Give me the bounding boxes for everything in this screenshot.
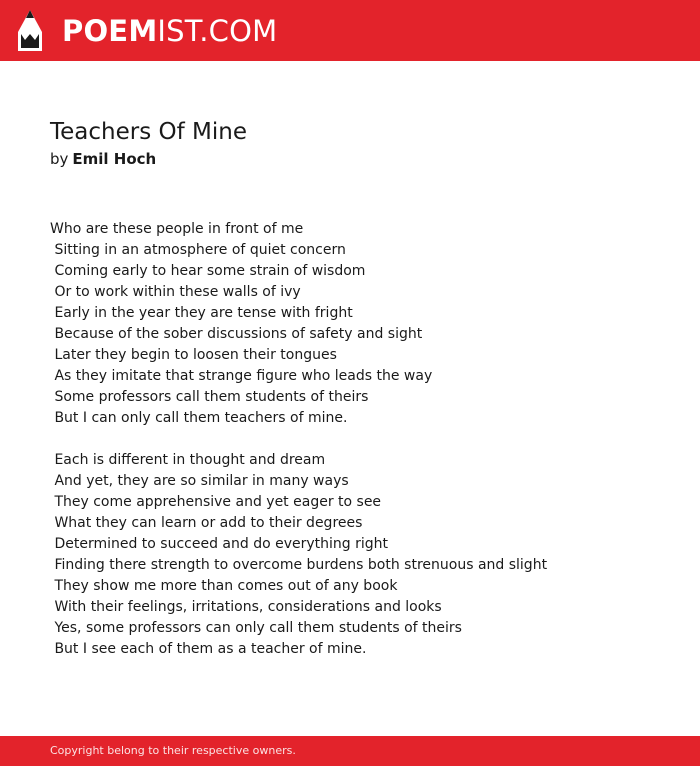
poem-title: Teachers Of Mine — [50, 119, 247, 145]
poem-line: Later they begin to loosen their tongues — [50, 347, 337, 363]
poem-line: Who are these people in front of me — [50, 221, 304, 237]
poem-line: But I see each of them as a teacher of mine. — [50, 641, 367, 657]
poem-line: Yes, some professors can only call them students of theirs — [50, 620, 462, 636]
poem-line: With their feelings, irritations, considerations and looks — [50, 599, 442, 615]
poem-line: As they imitate that strange figure who leads the way — [50, 368, 433, 384]
poem-line: What they can learn or add to their degrees — [50, 515, 363, 531]
poem-line: They show me more than comes out of any book — [50, 578, 398, 594]
site-footer — [0, 736, 700, 766]
site-header — [0, 0, 700, 61]
poem-line: Because of the sober discussions of safety and sight — [50, 326, 423, 342]
poem-line: Determined to succeed and do everything right — [50, 536, 389, 552]
stanza-break — [50, 429, 670, 450]
poem-line: Each is different in thought and dream — [50, 452, 326, 468]
poem-line: Early in the year they are tense with fright — [50, 305, 353, 321]
poem-line: Or to work within these walls of ivy — [50, 284, 301, 300]
poem-line: They come apprehensive and yet eager to see — [50, 494, 382, 510]
poem-line: Finding there strength to overcome burdens both strenuous and slight — [50, 557, 548, 573]
poem-body — [50, 219, 670, 660]
poem-line: But I can only call them teachers of mine. — [50, 410, 348, 426]
poem-line: Coming early to hear some strain of wisdom — [50, 263, 366, 279]
brand-bold: POEM — [62, 14, 158, 48]
copyright-text: Copyright belong to their respective owners. — [50, 744, 296, 757]
byline — [50, 149, 156, 169]
by-label: by — [50, 150, 69, 168]
author-name[interactable]: Emil Hoch — [72, 150, 157, 168]
poem-line: Some professors call them students of theirs — [50, 389, 369, 405]
site-logo[interactable] — [62, 13, 277, 49]
brand-light: IST.COM — [157, 14, 278, 48]
poem-line: And yet, they are so similar in many ways — [50, 473, 349, 489]
pencil-tip-icon[interactable] — [17, 10, 43, 51]
poem-line: Sitting in an atmosphere of quiet concern — [50, 242, 346, 258]
